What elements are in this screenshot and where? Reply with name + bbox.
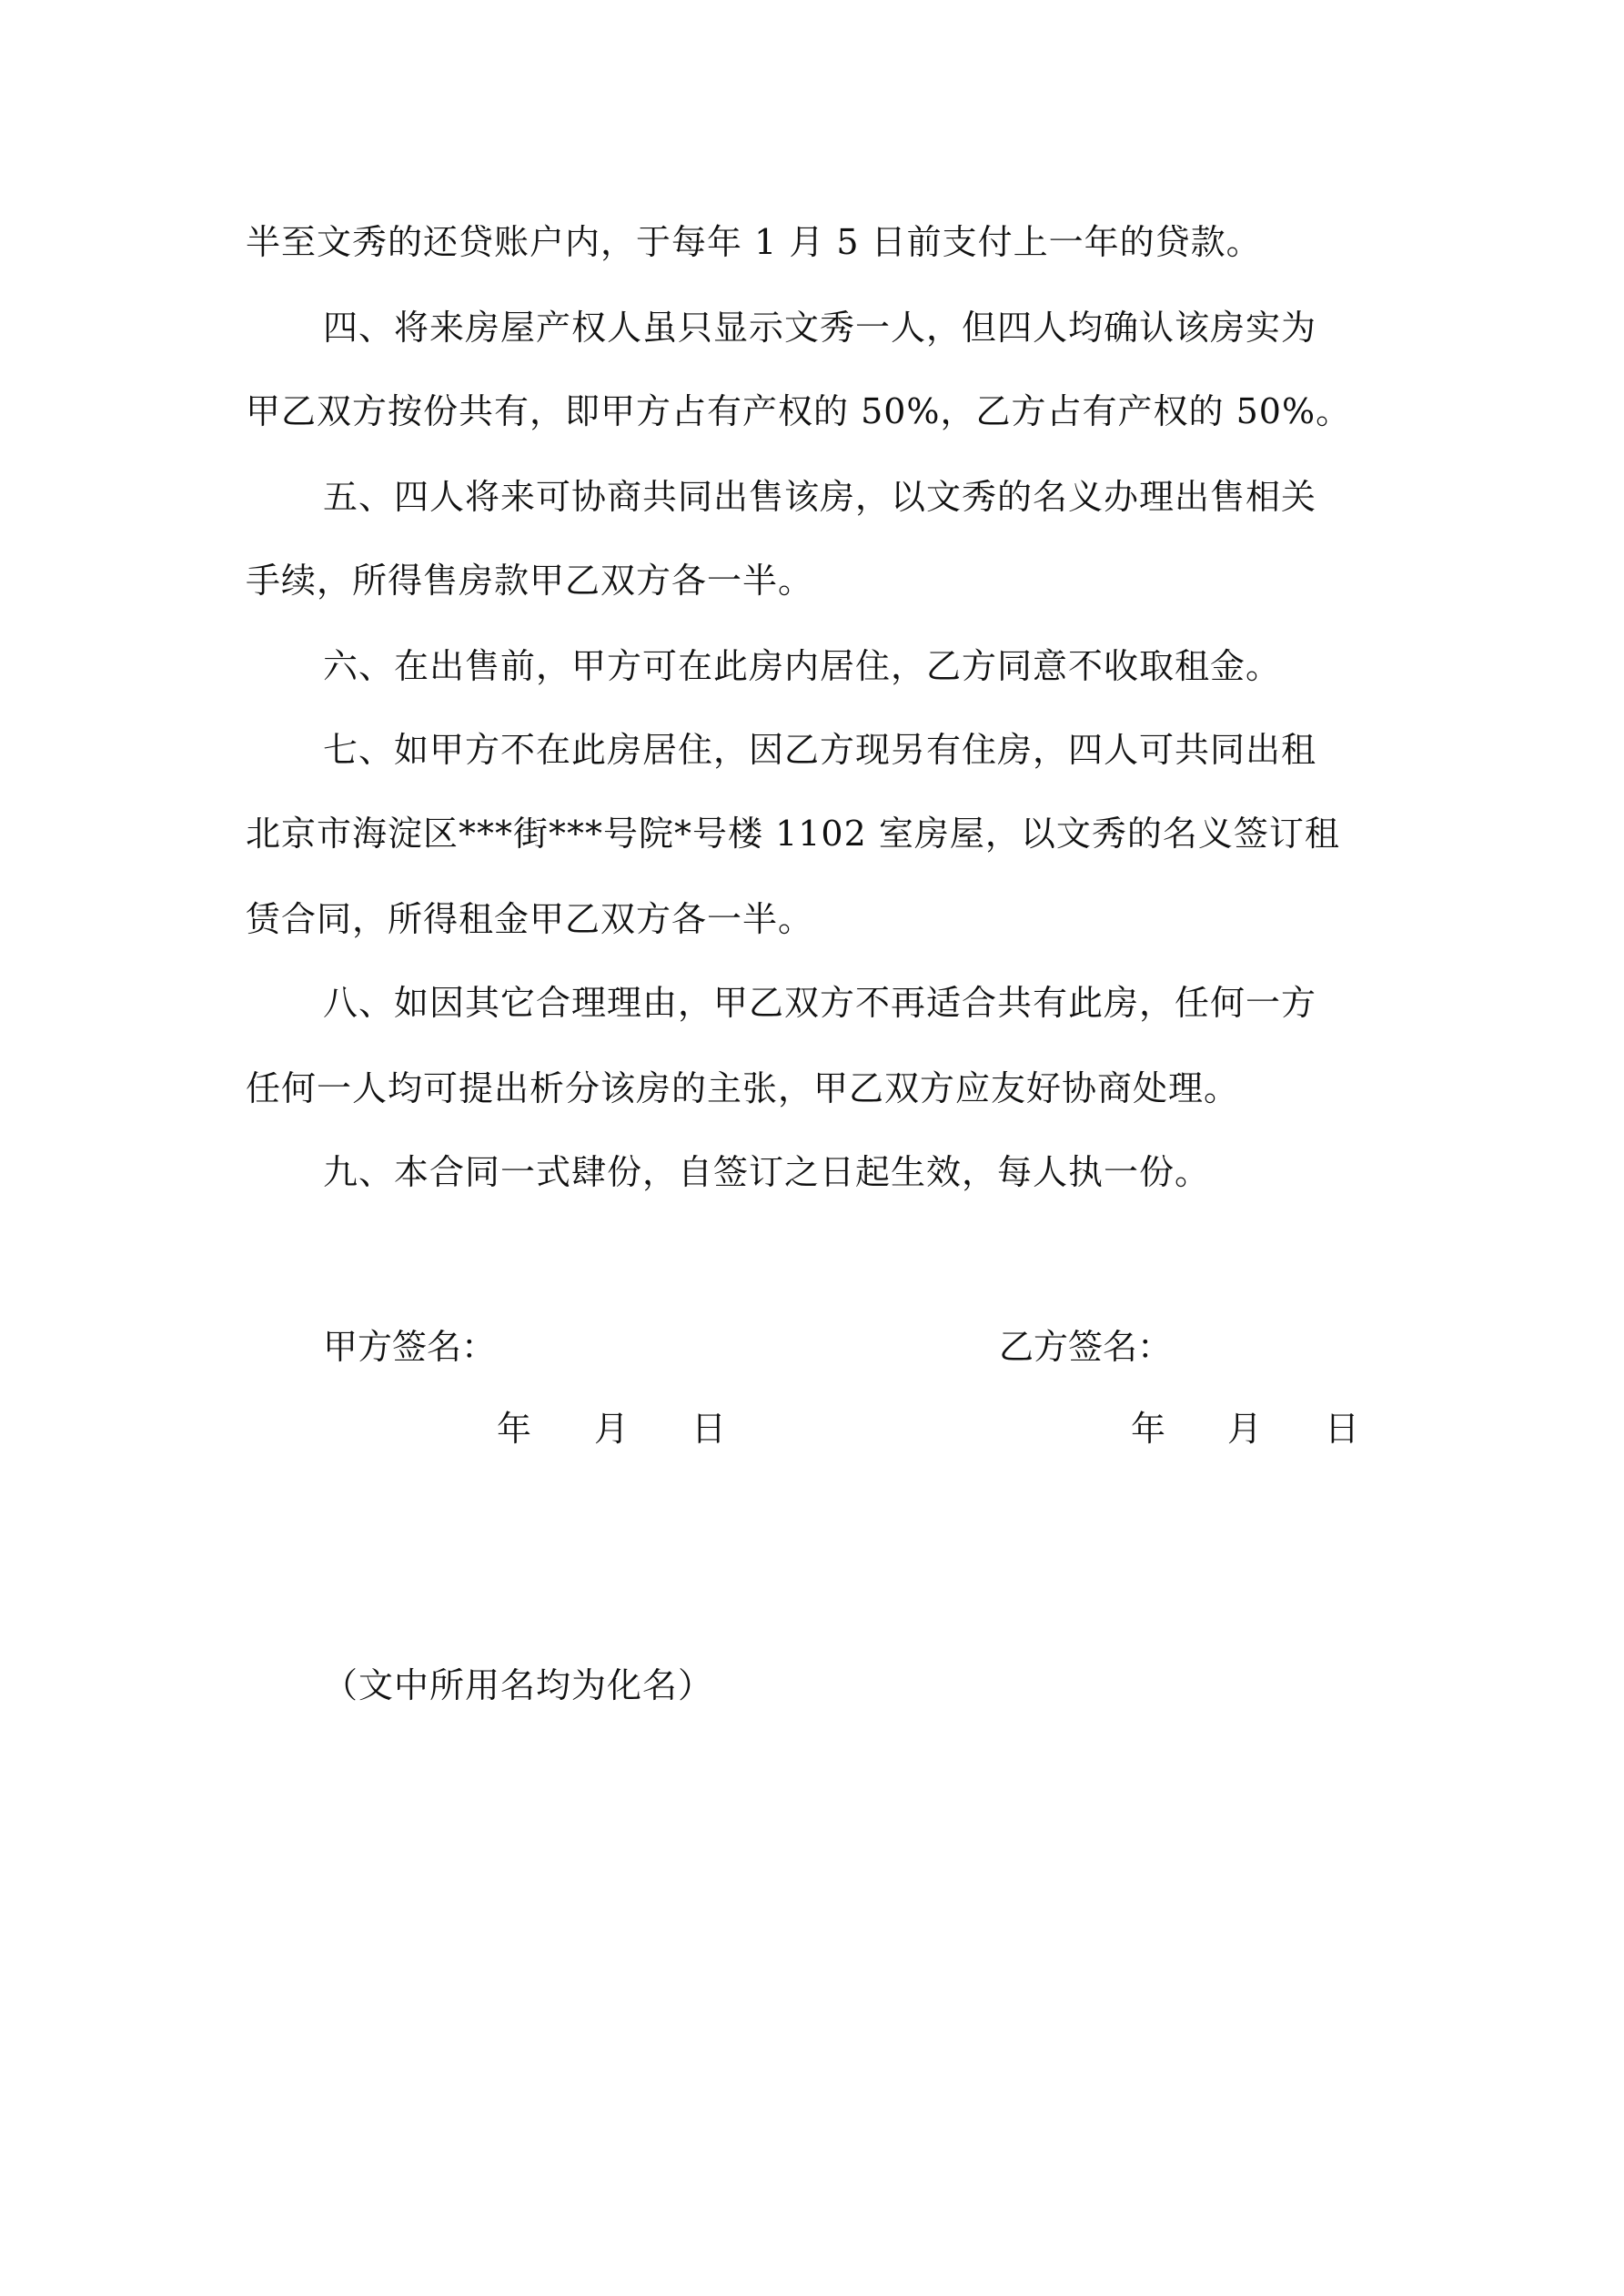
clause-seven-line-1: 七、如甲方不在此房居住，因乙方现另有住房，四人可共同出租 bbox=[323, 730, 1317, 770]
clause-six-line-1: 六、在出售前，甲方可在此房内居住，乙方同意不收取租金。 bbox=[323, 646, 1282, 686]
party-a-date-year: 年 bbox=[497, 1409, 532, 1449]
clause-four-line-2: 甲乙双方按份共有，即甲方占有产权的 50%，乙方占有产权的 50%。 bbox=[246, 391, 1352, 431]
party-b-date-month: 月 bbox=[1227, 1409, 1263, 1449]
clause-nine-line-1: 九、本合同一式肆份，自签订之日起生效，每人执一份。 bbox=[323, 1152, 1211, 1192]
clause-eight-line-2: 任何一人均可提出析分该房的主张，甲乙双方应友好协商处理。 bbox=[246, 1068, 1240, 1108]
clause-five-line-1: 五、四人将来可协商共同出售该房，以文秀的名义办理出售相关 bbox=[323, 477, 1317, 517]
party-a-date-month: 月 bbox=[594, 1409, 630, 1449]
paragraph-line-1: 半至文秀的还贷账户内，于每年 1 月 5 日前支付上一年的贷款。 bbox=[246, 222, 1262, 262]
clause-four-line-1: 四、将来房屋产权人虽只显示文秀一人，但四人均确认该房实为 bbox=[323, 308, 1317, 348]
party-a-date-day: 日 bbox=[691, 1409, 727, 1449]
party-b-date-year: 年 bbox=[1131, 1409, 1166, 1449]
clause-five-line-2: 手续，所得售房款甲乙双方各一半。 bbox=[246, 561, 814, 601]
party-a-signature-label: 甲方签名： bbox=[323, 1327, 497, 1367]
clause-seven-line-3: 赁合同，所得租金甲乙双方各一半。 bbox=[246, 899, 814, 939]
party-b-signature-label: 乙方签名： bbox=[999, 1327, 1173, 1367]
party-b-date-day: 日 bbox=[1325, 1409, 1360, 1449]
pseudonym-note: （文中所用名均为化名） bbox=[323, 1665, 714, 1705]
clause-seven-line-2: 北京市海淀区***街***号院*号楼 1102 室房屋，以文秀的名义签订租 bbox=[246, 814, 1340, 854]
clause-eight-line-1: 八、如因其它合理理由，甲乙双方不再适合共有此房，任何一方 bbox=[323, 983, 1317, 1023]
